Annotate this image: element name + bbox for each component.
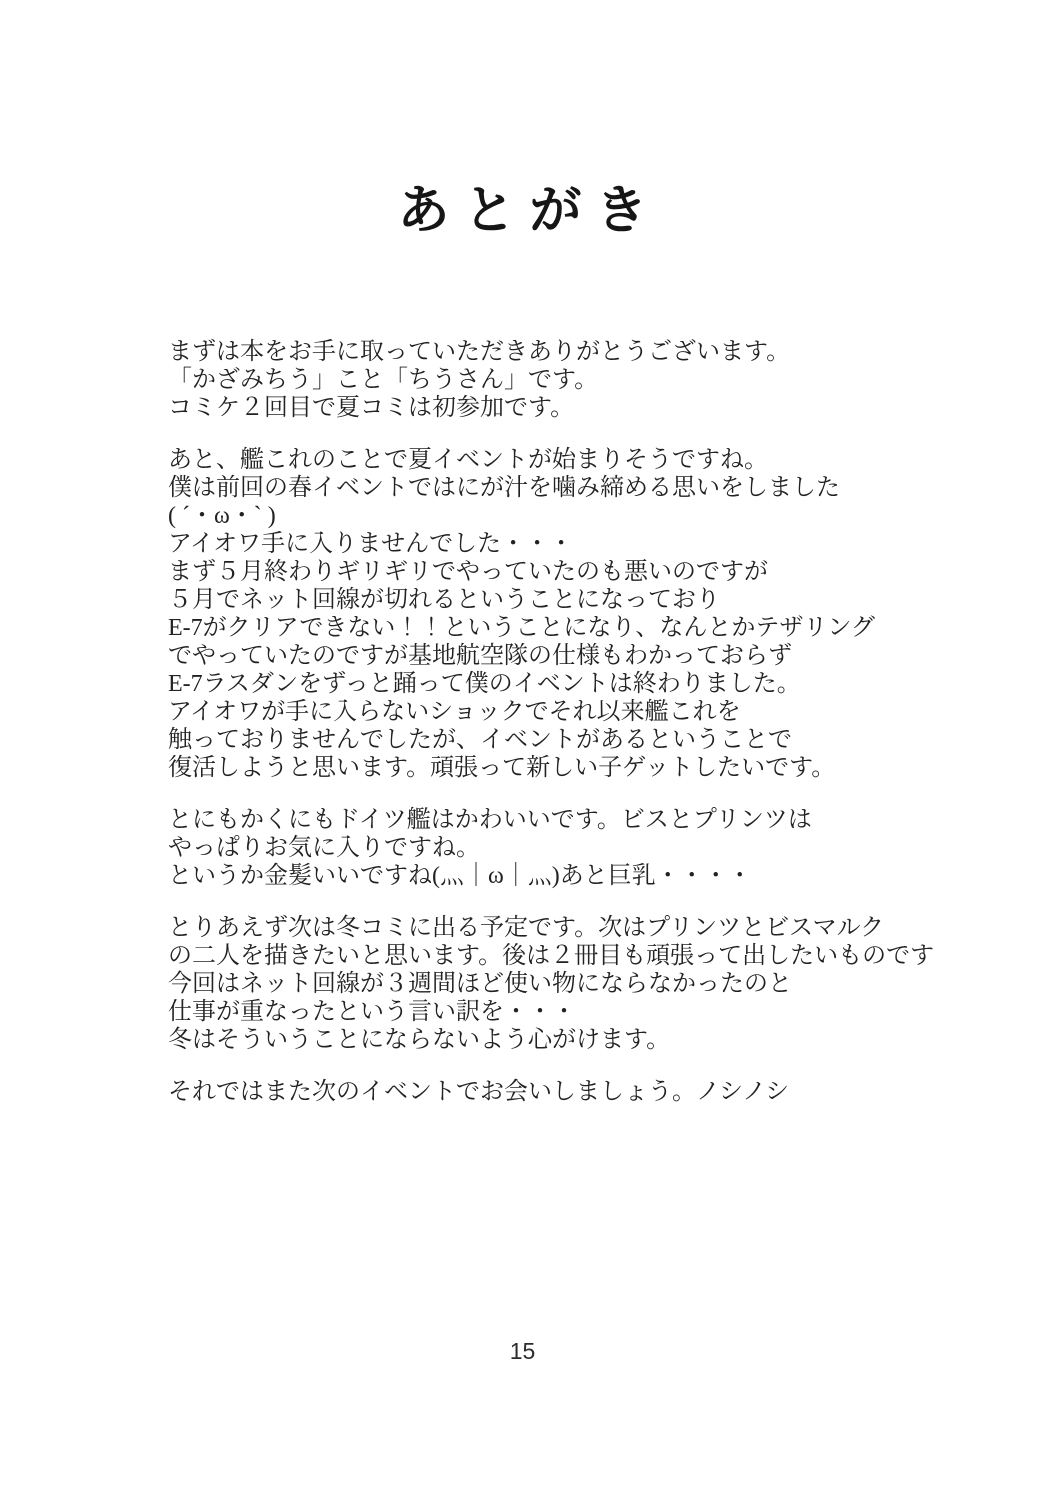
text-line: それではまた次のイベントでお会いしましょう。ノシノシ [168, 1079, 790, 1105]
text-line: 復活しようと思います。頑張って新しい子ゲットしたいです。 [168, 755, 836, 781]
text-line: というか金髪いいですね(灬｜ω｜灬)あと巨乳・・・・ [168, 863, 752, 889]
paragraph [168, 914, 948, 1054]
text-line: まずは本をお手に取っていただきありがとうございます。 [168, 339, 791, 365]
text-line: 「かざみちう」こと「ちうさん」です。 [168, 367, 599, 393]
paragraph [168, 806, 948, 890]
afterword-body [168, 338, 948, 1130]
text-line: とにもかくにもドイツ艦はかわいいです。ビスとプリンツは [168, 807, 812, 833]
text-line: でやっていたのですが基地航空隊の仕様もわかっておらず [168, 643, 792, 669]
text-line: コミケ２回目で夏コミは初参加です。 [168, 395, 575, 421]
text-line: アイオワ手に入りませんでした・・・ [168, 531, 574, 557]
paragraph [168, 1078, 948, 1106]
paragraph [168, 446, 948, 782]
text-line: あと、艦これのことで夏イベントが始まりそうですね。 [168, 447, 768, 473]
text-line: アイオワが手に入らないショックでそれ以来艦これを [168, 699, 741, 725]
page-title: あとがき [397, 183, 662, 240]
paragraph [168, 338, 948, 422]
text-line: 仕事が重なったという言い訳を・・・ [168, 999, 576, 1025]
text-line: 冬はそういうことにならないよう心がけます。 [168, 1027, 671, 1053]
text-line: まず５月終わりギリギリでやっていたのも悪いのですが [168, 559, 768, 585]
text-line: 僕は前回の春イベントではにが汁を噛み締める思いをしました [168, 475, 840, 501]
text-line: の二人を描きたいと思います。後は２冊目も頑張って出したいものです [168, 943, 935, 969]
text-line: やっぱりお気に入りですね。 [168, 835, 480, 861]
text-line: ５月でネット回線が切れるということになっており [168, 587, 720, 613]
text-line: 今回はネット回線が３週間ほど使い物にならなかったのと [168, 971, 792, 997]
text-line: ( ´・ω・` ) [168, 503, 276, 529]
text-line: E-7がクリアできない！！ということになり、なんとかテザリング [168, 615, 875, 641]
text-line: E-7ラスダンをずっと踊って僕のイベントは終わりました。 [168, 671, 801, 697]
text-line: とりあえず次は冬コミに出る予定です。次はプリンツとビスマルク [168, 915, 885, 941]
page-number: 15 [509, 1338, 536, 1364]
text-line: 触っておりませんでしたが、イベントがあるということで [168, 727, 792, 753]
